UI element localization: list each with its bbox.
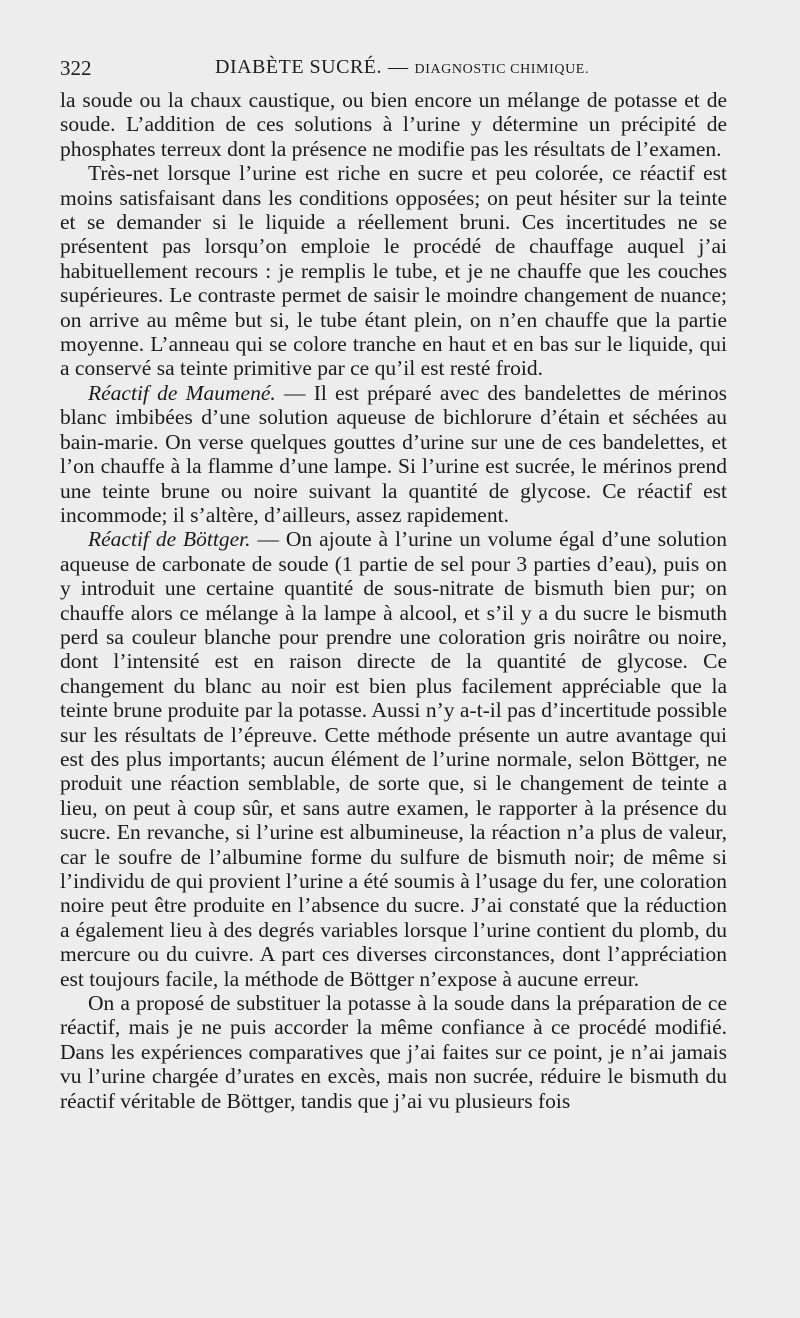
reagent-heading: Réactif de Maumené. — [88, 380, 276, 405]
paragraph — [60, 991, 727, 1113]
paragraph — [60, 161, 727, 381]
paragraph-text: Très-net lorsque l’urine est riche en sucre et peu colorée, ce réactif est moins satisfaisant dans les conditions opposées; on peut hésiter sur la teinte et se demander si le liquide a réellement bruni. Ces incertitudes ne se présentent pas lorsqu’on emploie le procédé de chauffage auquel j’ai habituellement recours : je remplis le tube, et je ne chauffe que les couches supérieures. Le contraste permet de saisir le moindre changement de nuance; on arrive au même but si, le tube étant plein, on n’en chauffe que la partie moyenne. L’anneau qui se colore tranche en haut et en bas sur le liquide, qui a conservé sa teinte primitive par ce qu’il est resté froid. — [60, 161, 727, 381]
section-subtitle: DIAGNOSTIC CHIMIQUE. — [414, 62, 590, 77]
page-number: 322 — [60, 56, 92, 80]
running-header — [60, 56, 730, 86]
running-title — [215, 56, 589, 79]
paragraph — [60, 381, 727, 527]
title-separator: — — [388, 56, 409, 78]
chapter-title: DIABÈTE SUCRÉ. — [215, 56, 382, 78]
paragraph — [60, 88, 727, 161]
body-text — [60, 88, 727, 1113]
paragraph-text: — On ajoute à l’urine un volume égal d’une solution aqueuse de carbonate de soude (1 partie de sel pour 3 parties d’eau), puis on y introduit une certaine quantité de sous-nitrate de bismuth bien pur; on chauffe alors ce mélange à la lampe à alcool, et s’il y a du sucre le bismuth perd sa couleur blanche pour prendre une coloration gris noirâtre ou noire, dont l’intensité est en raison directe de la quantité de glycose. Ce changement du blanc au noir est bien plus facilement appréciable que la teinte brune produite par la potasse. Aussi n’y a-t-il pas d’incertitude possible sur les résultats de l’épreuve. Cette méthode présente un autre avantage qui est des plus importants; aucun élément de l’urine normale, selon Böttger, ne produit une réaction semblable, de sorte que, si le changement de teinte a lieu, on peut à coup sûr, et sans autre examen, le rapporter à la présence du sucre. En revanche, si l’urine est albumineuse, la réaction n’a plus de valeur, car le soufre de l’albumine forme du sulfure de bismuth noir; de même si l’individu de qui provient l’urine a été soumis à l’usage du fer, une coloration noire peut être produite en l’absence du sucre. J’ai constaté que la réduction a également lieu à des degrés variables lorsque l’urine contient du plomb, du mercure ou du cuivre. A part ces diverses circonstances, dont l’appréciation est toujours facile, la méthode de Böttger n’expose à aucune erreur. — [60, 527, 728, 991]
paragraph — [60, 527, 727, 991]
paragraph-text: — Il est préparé avec des bandelettes de mérinos blanc imbibées d’une solution aqueuse de bichlorure d’étain et séchées au bain-marie. On verse quelques gouttes d’urine sur une de ces bandelettes, et l’on chauffe à la flamme d’une lampe. Si l’urine est sucrée, le mérinos prend une teinte brune ou noire suivant la quantité de glycose. Ce réactif est incommode; il s’altère, d’ailleurs, assez rapidement. — [60, 380, 727, 527]
reagent-heading: Réactif de Böttger. — [88, 527, 251, 552]
paragraph-text: On a proposé de substituer la potasse à la soude dans la préparation de ce réactif, mais je ne puis accorder la même confiance à ce procédé modifié. Dans les expériences comparatives que j’ai faites sur ce point, je n’ai jamais vu l’urine chargée d’urates en excès, mais non sucrée, réduire le bismuth du réactif véritable de Böttger, tandis que j’ai vu plusieurs fois — [60, 991, 727, 1113]
paragraph-text: la soude ou la chaux caustique, ou bien encore un mélange de potasse et de soude. L’addition de ces solutions à l’urine y détermine un précipité de phosphates terreux dont la présence ne modifie pas les résultats de l’examen. — [60, 88, 727, 161]
